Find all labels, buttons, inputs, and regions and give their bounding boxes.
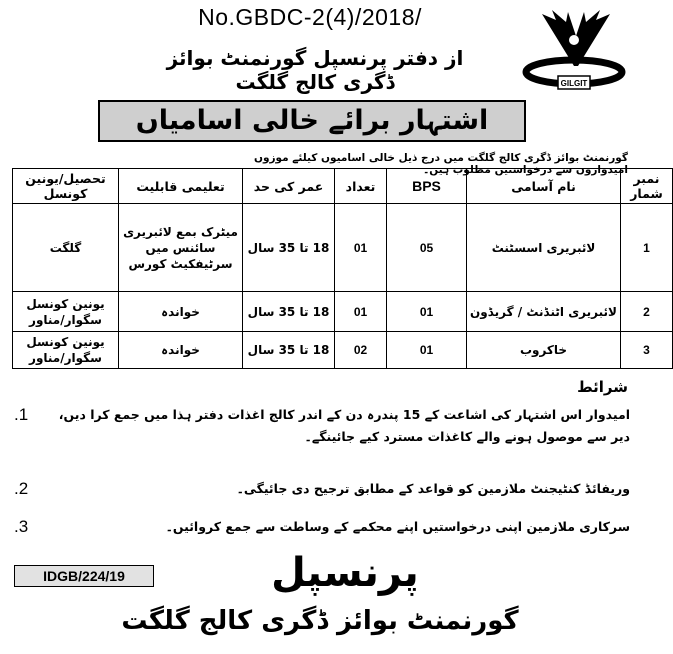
row-qualification: خواندہ (119, 332, 243, 369)
row-bps: 01 (387, 332, 467, 369)
condition-item (14, 478, 630, 500)
condition-text: وریفائڈ کنٹیجنٹ ملازمین کو قواعد کے مطابق ترجیح دی جائیگی۔ (236, 481, 630, 496)
condition-text: امیدوار اس اشتہار کی اشاعت کے 15 پندرہ دن کے اندر کالج اغذات دفتر ہذا میں جمع کرا دیں، دیر سے موصول ہونے والے کاغذات مسترد کیے جائینگے۔ (58, 407, 630, 444)
reference-number: No.GBDC-2(4)/2018/ (198, 4, 422, 30)
condition-text: سرکاری ملازمین اپنی درخواستیں اپنے محکمے کے وساطت سے جمع کروائیں۔ (165, 519, 630, 534)
row-post: لائبریری اسسٹنٹ (467, 204, 621, 292)
row-count: 02 (335, 332, 387, 369)
condition-number: 1. (14, 405, 29, 424)
table-header-row (13, 169, 673, 204)
row-count: 01 (335, 204, 387, 292)
col-post: نام آسامی (467, 169, 621, 204)
col-count: تعداد (335, 169, 387, 204)
signatory-title: پرنسپل (271, 550, 419, 596)
row-sno: 1 (621, 204, 673, 292)
office-line: از دفتر پرنسپل گورنمنٹ بوائز ڈگری کالج گلگت (166, 46, 464, 94)
row-qualification: میٹرک بمع لائبریری سائنس میں سرٹیفکیٹ کورس (119, 204, 243, 292)
row-sno: 3 (621, 332, 673, 369)
table-row (13, 332, 673, 369)
row-sno: 2 (621, 292, 673, 332)
col-bps: BPS (387, 169, 467, 204)
col-qualification: تعلیمی قابلیت (119, 169, 243, 204)
svg-text:GILGIT: GILGIT (560, 79, 588, 88)
publication-id: IDGB/224/19 (14, 565, 154, 587)
table-row (13, 204, 673, 292)
college-name: گورنمنٹ بوائز ڈگری کالج گلگت (121, 606, 519, 636)
row-post: خاکروب (467, 332, 621, 369)
conditions-title: شرائط (577, 378, 628, 396)
condition-item (14, 404, 630, 448)
row-area: یونین کونسل سگوار/مناور (13, 332, 119, 369)
row-age: 18 تا 35 سال (243, 332, 335, 369)
condition-item (14, 516, 630, 538)
college-eagle-logo (522, 6, 626, 96)
row-area: گلگت (13, 204, 119, 292)
col-sno: نمبر شمار (621, 169, 673, 204)
table-row (13, 292, 673, 332)
col-age: عمر کی حد (243, 169, 335, 204)
row-qualification: خواندہ (119, 292, 243, 332)
col-area: تحصیل/یونین کونسل (13, 169, 119, 204)
row-bps: 05 (387, 204, 467, 292)
row-count: 01 (335, 292, 387, 332)
condition-number: 2. (14, 479, 29, 498)
row-age: 18 تا 35 سال (243, 292, 335, 332)
row-bps: 01 (387, 292, 467, 332)
intro-text: گورنمنٹ بوائز ڈگری کالج گلگت میں درج ذیل خالی اسامیوں کیلئے موزوں امیدواروں سے درخواستیں مطلوب ہیں۔ (254, 152, 628, 176)
row-age: 18 تا 35 سال (243, 204, 335, 292)
row-post: لائبریری اٹنڈنٹ / گریڈون (467, 292, 621, 332)
vacancies-table (12, 168, 673, 369)
row-area: یونین کونسل سگوار/مناور (13, 292, 119, 332)
condition-number: 3. (14, 517, 29, 536)
advertisement-title: اشتہار برائے خالی اسامیاں (98, 100, 526, 142)
